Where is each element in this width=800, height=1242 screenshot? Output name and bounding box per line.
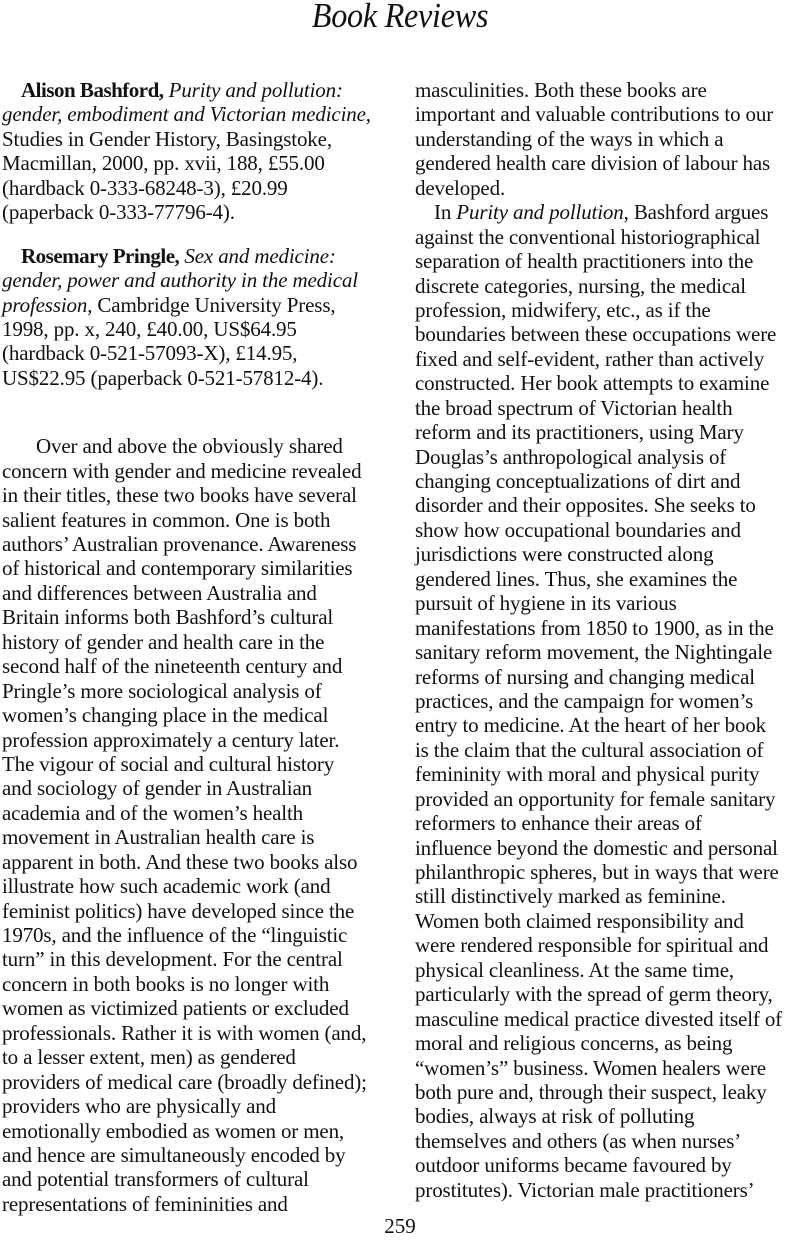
body-line: and differences between Australia and: [2, 580, 317, 605]
review-paragraph-2: [415, 200, 800, 1202]
body-line: jurisdictions were constructed along: [415, 542, 714, 567]
body-line: feminist politics) have developed since the: [2, 898, 355, 923]
citation-author: Alison Bashford,: [21, 78, 164, 102]
body-line: changing conceptualizations of dirt and: [415, 469, 741, 493]
body-line: pursuit of hygiene in its various: [415, 591, 677, 616]
body-line: the broad spectrum of Victorian health: [415, 395, 733, 420]
body-line: turn” in this development. For the central: [2, 947, 343, 972]
body-line: important and valuable contributions to our: [415, 102, 774, 127]
citation-line: Macmillan, 2000, pp. xvii, 188, £55.00: [2, 151, 325, 176]
body-line: movement in Australian health care is: [2, 825, 315, 850]
body-line: In Purity and pollution, Bashford argues: [434, 200, 769, 225]
body-line: profession approximately a century later.: [2, 727, 340, 752]
review-paragraph-1: [2, 434, 397, 1216]
body-line: fixed and self-evident, rather than actively: [415, 346, 765, 371]
body-line: representations of femininities and: [2, 1191, 288, 1216]
body-line: in their titles, these two books have several: [2, 483, 357, 508]
body-line: still distinctively marked as feminine.: [415, 884, 726, 909]
body-line: masculinities. Both these books are: [415, 78, 707, 102]
book-title-reference: Purity and pollution: [456, 200, 624, 225]
citation-line: 1998, pp. x, 240, £40.00, US$64.95: [2, 316, 297, 341]
body-line: and sociology of gender in Australian: [2, 776, 312, 801]
body-line: constructed. Her book attempts to examine: [415, 371, 770, 396]
body-line: discrete categories, nursing, the medical: [415, 273, 746, 298]
body-line: Women both claimed responsibility and: [415, 908, 744, 933]
body-line: sanitary reform movement, the Nightingale: [415, 640, 773, 665]
body-line: moral and religious concerns, as being: [415, 1031, 733, 1056]
body-line: is the claim that the cultural association of: [415, 737, 764, 762]
citation-line: gender, power and authority in the medical: [2, 268, 358, 293]
body-line: philanthropic spheres, but in ways that were: [415, 860, 779, 884]
body-line: boundaries between these occupations were: [415, 322, 777, 347]
body-line: manifestations from 1850 to 1900, as in the: [415, 615, 774, 640]
citation-line: (hardback 0-521-57093-X), £14.95,: [2, 341, 298, 366]
citation-pringle: [2, 244, 397, 391]
body-line: masculine medical practice divested itself of: [415, 1006, 783, 1031]
left-column: [2, 78, 397, 1216]
body-line: practices, and the campaign for women’s: [415, 688, 754, 713]
body-line: understanding of the ways in which a: [415, 126, 724, 151]
body-line: entry to medicine. At the heart of her book: [415, 713, 767, 738]
body-line: disorder and their opposites. She seeks to: [415, 493, 756, 518]
body-line: and hence are simultaneously encoded by: [2, 1142, 346, 1167]
citation-line: (hardback 0-333-68248-3), £20.99: [2, 175, 288, 200]
body-line: prostitutes). Victorian male practitioners’: [415, 1177, 755, 1202]
citation-book-title: Purity and pollution:: [163, 78, 343, 102]
citation-line: Studies in Gender History, Basingstoke,: [2, 126, 332, 151]
body-line: reformers to enhance their areas of: [415, 811, 702, 836]
body-line: reform and its practitioners, using Mary: [415, 420, 744, 445]
body-line: reforms of nursing and changing medical: [415, 664, 755, 689]
body-line: apparent in both. And these two books also: [2, 849, 358, 874]
body-line: Pringle’s more sociological analysis of: [2, 678, 322, 703]
body-line: outdoor uniforms became favoured by: [415, 1153, 732, 1178]
body-line: Britain informs both Bashford’s cultural: [2, 605, 334, 630]
body-line: both pure and, through their suspect, leaky: [415, 1079, 767, 1104]
citation-line: profession, Cambridge University Press,: [2, 292, 336, 317]
body-line: influence beyond the domestic and personal: [415, 835, 778, 860]
body-line: professionals. Rather it is with women (and,: [2, 1020, 367, 1045]
body-line: academia and of the women’s health: [2, 800, 304, 825]
citation-author: Rosemary Pringle,: [21, 243, 180, 268]
body-line: against the conventional historiographical: [415, 224, 761, 249]
spacer: [2, 225, 397, 244]
body-line: provided an opportunity for female sanitary: [415, 786, 776, 811]
page-number: 259: [384, 1214, 416, 1238]
citation-line: US$22.95 (paperback 0-521-57812-4).: [2, 365, 324, 390]
citation-book-title: profession: [2, 292, 88, 317]
body-line: women as victimized patients or excluded: [2, 996, 349, 1021]
review-paragraph-1-continued: [415, 78, 800, 200]
body-line: illustrate how such academic work (and: [2, 874, 331, 899]
body-line: concern with gender and medicine revealed: [2, 458, 362, 483]
body-line: and potential transformers of cultural: [2, 1167, 309, 1192]
body-line: femininity with moral and physical purity: [415, 762, 760, 787]
body-line: of historical and contemporary similarities: [2, 556, 353, 581]
body-line: were rendered responsible for spiritual and: [415, 933, 769, 958]
body-line: “women’s” business. Women healers were: [415, 1055, 766, 1080]
body-line: providers who are physically and: [2, 1094, 276, 1119]
citation-line: [2, 78, 397, 102]
body-line: show how occupational boundaries and: [415, 517, 741, 542]
citation-line: gender, embodiment and Victorian medicine,: [2, 102, 371, 127]
body-line: themselves and others (as when nurses’: [415, 1128, 742, 1153]
citation-book-title: gender, embodiment and Victorian medicine: [2, 102, 366, 127]
body-line: developed.: [415, 175, 506, 200]
spacer: [2, 390, 397, 434]
body-line: bodies, always at risk of polluting: [415, 1104, 695, 1129]
citation-book-title: Sex and medicine:: [179, 243, 336, 268]
body-line: history of gender and health care in the: [2, 629, 325, 654]
body-line: gendered health care division of labour has: [415, 151, 771, 176]
body-line: profession, midwifery, etc., as if the: [415, 297, 711, 322]
body-line: physical cleanliness. At the same time,: [415, 957, 734, 982]
body-line: Over and above the obviously shared: [36, 434, 343, 459]
citation-line: [2, 244, 397, 268]
right-column: [415, 78, 800, 1202]
citation-bashford: [2, 78, 397, 225]
body-line: authors’ Australian provenance. Awareness: [2, 532, 357, 556]
body-line: emotionally embodied as women or men,: [2, 1118, 345, 1143]
body-line: gendered lines. Thus, she examines the: [415, 566, 738, 591]
body-line: particularly with the spread of germ theory,: [415, 982, 773, 1007]
body-line: separation of health practitioners into the: [415, 249, 754, 274]
body-line: concern in both books is no longer with: [2, 971, 330, 996]
body-line: to a lesser extent, men) as gendered: [2, 1045, 296, 1070]
body-line: second half of the nineteenth century and: [2, 654, 343, 679]
body-line: Douglas’s anthropological analysis of: [415, 444, 727, 469]
section-title: Book Reviews: [311, 0, 489, 35]
body-line: salient features in common. One is both: [2, 507, 331, 532]
citation-line: (paperback 0-333-77796-4).: [2, 200, 235, 225]
body-line: The vigour of social and cultural history: [2, 751, 335, 776]
body-line: women’s changing place in the medical: [2, 703, 329, 728]
body-line: 1970s, and the influence of the “linguistic: [2, 923, 348, 947]
body-line: providers of medical care (broadly defined);: [2, 1069, 367, 1094]
